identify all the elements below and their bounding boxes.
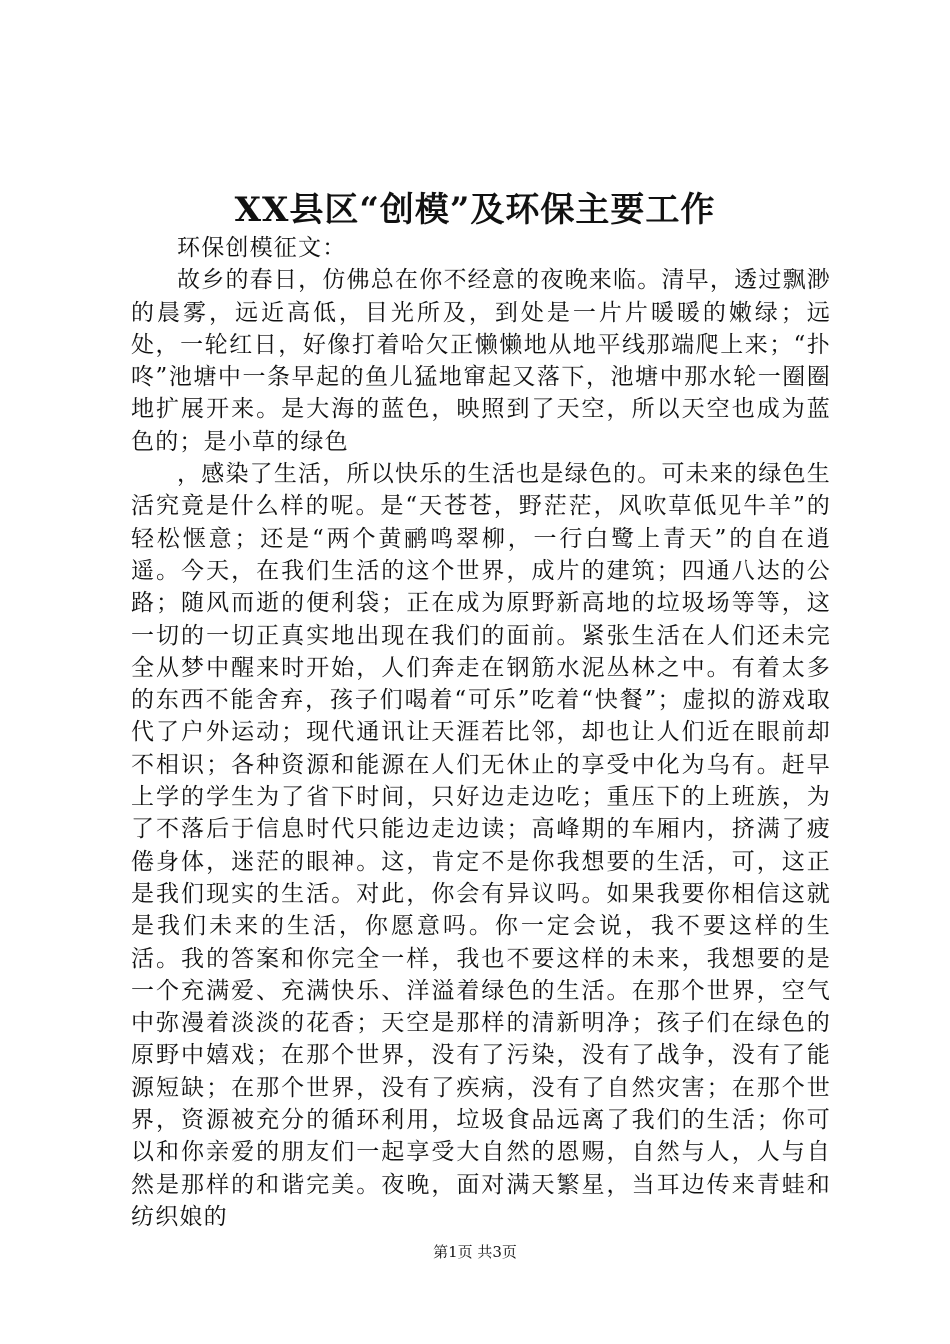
document-body bbox=[131, 232, 831, 1233]
document-title: XX县区“创模”及环保主要工作 bbox=[234, 190, 716, 230]
page-footer: 第1页 共3页 bbox=[433, 1243, 517, 1261]
paragraph-spring-morning: 故乡的春日，仿佛总在你不经意的夜晚来临。清早，透过飘渺的晨雾，远近高低，目光所及，到处是一片片暖暖的嫩绿；远处，一轮红日，好像打着哈欠正懒懒地从地平线那端爬上来；“扑咚”池塘中一条早起的鱼儿猛地窜起又落下，池塘中那水轮一圈圈地扩展开来。是大海的蓝色，映照到了天空，所以天空也成为蓝色的；是小草的绿色 bbox=[131, 267, 831, 455]
paragraph-intro: 环保创模征文： bbox=[177, 235, 347, 261]
paragraph-green-life: ，感染了生活，所以快乐的生活也是绿色的。可未来的绿色生活究竟是什么样的呢。是“天苍苍，野茫茫，风吹草低见牛羊”的轻松惬意；还是“两个黄鹂鸣翠柳，一行白鹭上青天”的自在逍遥。今天，在我们生活的这个世界，成片的建筑；四通八达的公路；随风而逝的便利袋；正在成为原野新高地的垃圾场等等，这一切的一切正真实地出现在我们的面前。紧张生活在人们还未完全从梦中醒来时开始，人们奔走在钢筋水泥丛林之中。有着太多的东西不能舍弃，孩子们喝着“可乐”吃着“快餐”；虚拟的游戏取代了户外运动；现代通讯让天涯若比邻，却也让人们近在眼前却不相识；各种资源和能源在人们无休止的享受中化为乌有。赶早上学的学生为了省下时间，只好边走边吃；重压下的上班族，为了不落后于信息时代只能边走边读；高峰期的车厢内，挤满了疲倦身体，迷茫的眼神。这，肯定不是你我想要的生活，可，这正是我们现实的生活。对此，你会有异议吗。如果我要你相信这就是我们未来的生活，你愿意吗。你一定会说，我不要这样的生活。我的答案和你完全一样，我也不要这样的未来，我想要的是一个充满爱、充满快乐、洋溢着绿色的生活。在那个世界，空气中弥漫着淡淡的花香；天空是那样的清新明净；孩子们在绿色的原野中嬉戏；在那个世界，没有了污染，没有了战争，没有了能源短缺；在那个世界，没有了疾病，没有了自然灾害；在那个世界，资源被充分的循环利用，垃圾食品远离了我们的生活；你可以和你亲爱的朋友们一起享受大自然的恩赐，自然与人，人与自然是那样的和谐完美。夜晚，面对满天繁星，当耳边传来青蛙和纺织娘的 bbox=[131, 461, 831, 1230]
